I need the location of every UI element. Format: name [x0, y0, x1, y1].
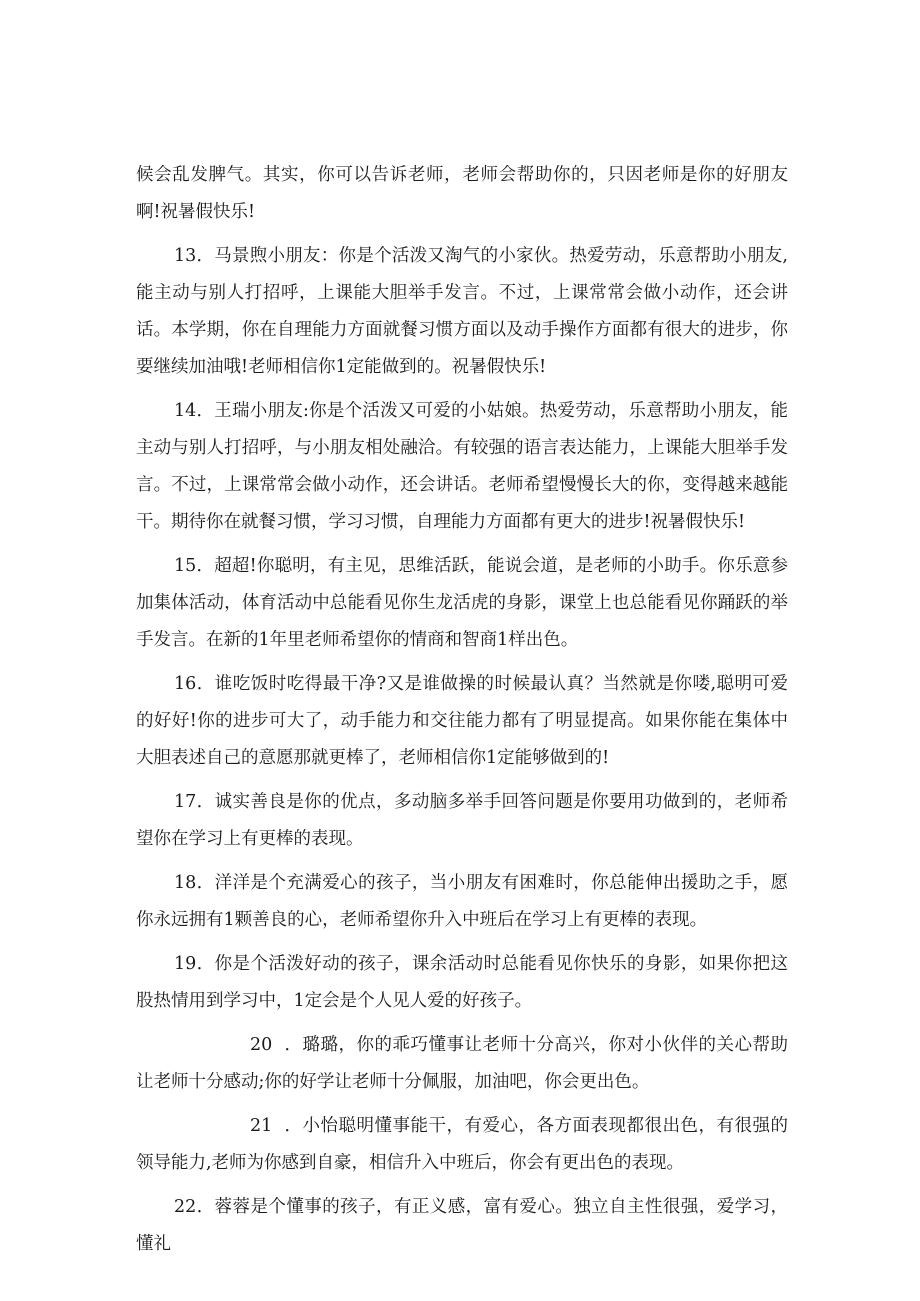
paragraph-14: 14．王瑞小朋友:你是个活泼又可爱的小姑娘。热爱劳动，乐意帮助小朋友，能主动与别人打招呼，与小朋友相处融洽。有较强的语言表达能力，上课能大胆举手发言。不过，上课常常会做小动作，还会讲话。老师希望慢慢长大的你，变得越来越能干。期待你在就餐习惯，学习习惯，自理能力方面都有更大的进步!祝暑假快乐! [136, 401, 788, 532]
paragraph-21 [136, 1108, 788, 1182]
paragraph-22: 22．蓉蓉是个懂事的孩子，有正义感，富有爱心。独立自主性很强，爱学习，懂礼 [136, 1197, 788, 1254]
paragraph-16: 16．谁吃饭时吃得最干净?又是谁做操的时候最认真？当然就是你喽,聪明可爱的好好!你的进步可大了，动手能力和交往能力都有了明显提高。如果你能在集体中大胆表述自己的意愿那就更棒了，老师相信你1定能够做到的! [136, 674, 788, 768]
paragraph-20 [136, 1027, 788, 1101]
paragraph-continuation: 候会乱发脾气。其实，你可以告诉老师，老师会帮助你的，只因老师是你的好朋友啊!祝暑假快乐! [136, 165, 788, 222]
paragraph-18: 18．洋洋是个充满爱心的孩子，当小朋友有困难时，你总能伸出援助之手，愿你永远拥有1颗善良的心，老师希望你升入中班后在学习上有更棒的表现。 [136, 873, 788, 930]
paragraph-19: 19．你是个活泼好动的孩子，课余活动时总能看见你快乐的身影，如果你把这股热情用到学习中，1定会是个人见人爱的好孩子。 [136, 954, 788, 1011]
paragraph-13: 13．马景煦小朋友：你是个活泼又淘气的小家伙。热爱劳动，乐意帮助小朋友,能主动与别人打招呼，上课能大胆举手发言。不过，上课常常会做小动作，还会讲话。本学期，你在自理能力方面就餐习惯方面以及动手操作方面都有很大的进步，你要继续加油哦!老师相信你1定能做到的。祝暑假快乐! [136, 246, 788, 377]
paragraph-number: 21 [250, 1116, 273, 1136]
paragraph-text: ．璐璐，你的乖巧懂事让老师十分高兴，你对小伙伴的关心帮助让老师十分感动;你的好学让老师十分佩服，加油吧，你会更出色。 [136, 1035, 788, 1092]
paragraph-text: ．小怡聪明懂事能干，有爱心，各方面表现都很出色，有很强的领导能力,老师为你感到自豪，相信升入中班后，你会有更出色的表现。 [136, 1116, 788, 1173]
document-body [136, 157, 788, 1270]
paragraph-number: 20 [250, 1035, 273, 1055]
paragraph-15: 15．超超!你聪明，有主见，思维活跃，能说会道，是老师的小助手。你乐意参加集体活动，体育活动中总能看见你生龙活虎的身影，课堂上也总能看见你踊跃的举手发言。在新的1年里老师希望你的情商和智商1样出色。 [136, 556, 788, 650]
paragraph-17: 17．诚实善良是你的优点，多动脑多举手回答问题是你要用功做到的，老师希望你在学习上有更棒的表现。 [136, 792, 788, 849]
